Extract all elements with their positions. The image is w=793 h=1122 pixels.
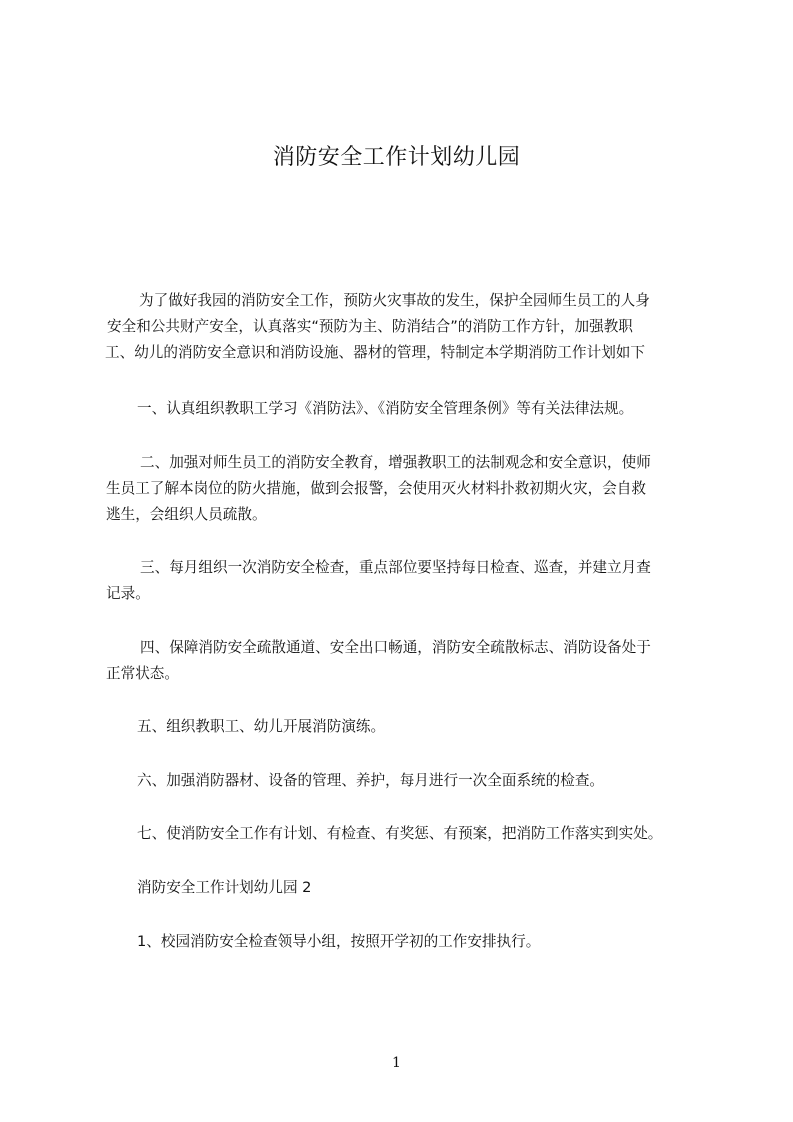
item-1-paragraph — [137, 396, 633, 422]
item-5-paragraph — [137, 714, 385, 740]
item-6-paragraph — [137, 768, 604, 794]
page-number: 1 — [392, 1055, 401, 1071]
section-2-heading-text: 消防安全工作计划幼儿园 2 — [137, 879, 312, 896]
item-4-paragraph — [106, 635, 651, 687]
item-5-text: 五、组织教职工、幼儿开展消防演练。 — [137, 718, 386, 735]
item-2-line-3: 逃生，会组织人员疏散。 — [106, 506, 267, 523]
item-3-line-2: 记录。 — [106, 585, 150, 602]
item-7-text: 七、使消防安全工作有计划、有检查、有奖惩、有预案，把消防工作落实到实处。 — [137, 825, 663, 842]
item-3-paragraph — [106, 555, 651, 607]
item-3-line-1: 三、每月组织一次消防安全检查，重点部位要坚持每日检查、巡查，并建立月查 — [140, 559, 651, 576]
section-2-item-1 — [137, 929, 540, 955]
section-2-heading — [137, 875, 311, 901]
item-2-line-2: 生员工了解本岗位的防火措施，做到会报警，会使用灭火材料扑救初期火灾，会自救 — [106, 480, 646, 497]
section-2-item-1-text: 1、校园消防安全检查领导小组，按照开学初的工作安排执行。 — [137, 933, 541, 950]
intro-line-3: 工、幼儿的消防安全意识和消防设施、器材的管理，特制定本学期消防工作计划如下 — [105, 344, 645, 361]
item-2-line-1: 二、加强对师生员工的消防安全教育，增强教职工的法制观念和安全意识，使师 — [140, 454, 651, 471]
document-title: 消防安全工作计划幼儿园 — [272, 145, 521, 170]
intro-paragraph — [107, 288, 650, 366]
intro-line-2: 安全和公共财产安全，认真落实“预防为主、防消结合”的消防工作方针，加强教职 — [107, 318, 633, 335]
intro-line-1: 为了做好我园的消防安全工作，预防火灾事故的发生，保护全园师生员工的人身 — [139, 292, 650, 309]
item-7-paragraph — [137, 821, 662, 847]
item-1-text: 一、认真组织教职工学习《消防法》、《消防安全管理条例》等有关法律法规。 — [137, 400, 634, 417]
item-4-line-2: 正常状态。 — [106, 665, 179, 682]
item-2-paragraph — [106, 450, 651, 528]
item-4-line-1: 四、保障消防安全疏散通道、安全出口畅通，消防安全疏散标志、消防设备处于 — [140, 639, 651, 656]
item-6-text: 六、加强消防器材、设备的管理、养护，每月进行一次全面系统的检查。 — [137, 772, 605, 789]
